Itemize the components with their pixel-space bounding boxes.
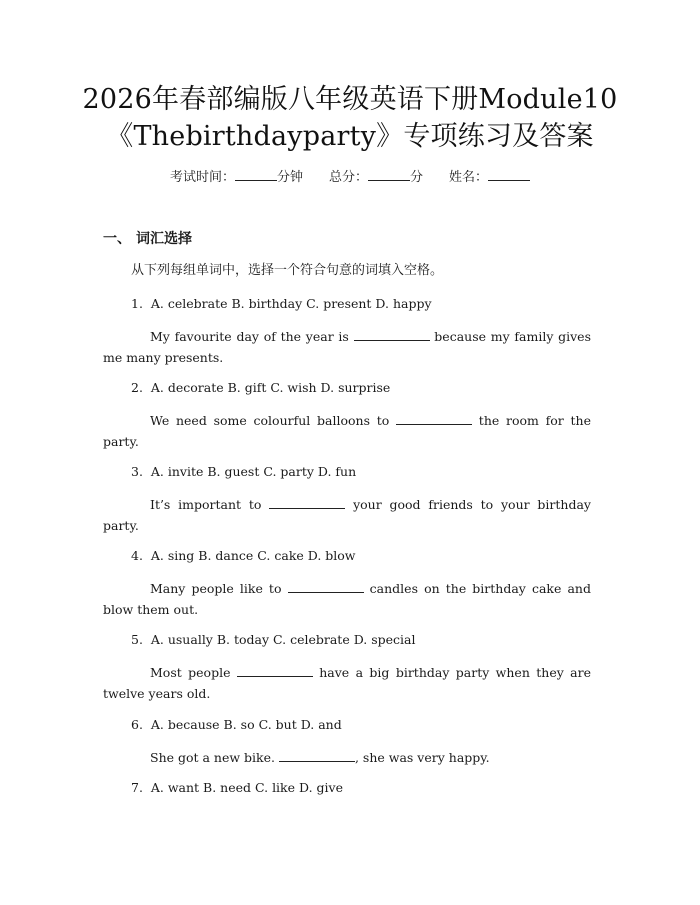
answer-blank[interactable] — [237, 664, 313, 677]
exam-meta-line — [0, 168, 700, 188]
time-label: 考试时间： — [169, 170, 235, 185]
name-label: 姓名： — [449, 170, 489, 185]
answer-blank[interactable] — [396, 412, 472, 425]
time-blank[interactable] — [235, 168, 277, 181]
section-number: 一、 — [103, 231, 131, 247]
name-blank[interactable] — [488, 168, 530, 181]
question-sentence: My favourite day of the year is because my family gives me many presents. — [103, 329, 591, 365]
answer-blank[interactable] — [269, 496, 345, 509]
question-sentence: We need some colourful balloons to the room for the party. — [103, 413, 592, 449]
answer-blank[interactable] — [288, 580, 364, 593]
time-unit: 分钟 — [276, 170, 303, 185]
question-sentence: She got a new bike. , she was very happy. — [150, 750, 490, 765]
score-label: 总分： — [328, 170, 368, 185]
score-blank[interactable] — [368, 168, 410, 181]
question-sentence: Many people like to candles on the birthday cake and blow them out. — [103, 581, 591, 617]
question-options: 1. A. celebrate B. birthday C. present D. happy — [131, 296, 432, 311]
question-sentence: Most people have a big birthday party when they are twelve years old. — [103, 665, 591, 701]
question-options: 2. A. decorate B. gift C. wish D. surprise — [131, 380, 391, 395]
question-sentence: It’s important to your good friends to your birthday party. — [103, 497, 591, 533]
score-unit: 分 — [410, 170, 424, 185]
question-options: 4. A. sing B. dance C. cake D. blow — [131, 548, 356, 563]
document-title-line2: 《Thebirthdayparty》专项练习及答案 — [106, 121, 594, 152]
section-heading — [103, 229, 192, 249]
question-options: 6. A. because B. so C. but D. and — [131, 717, 342, 732]
question-options: 3. A. invite B. guest C. party D. fun — [131, 464, 357, 479]
answer-blank[interactable] — [279, 749, 355, 762]
question-options: 7. A. want B. need C. like D. give — [131, 780, 343, 795]
document-title-line1: 2026年春部编版八年级英语下册Module10 — [82, 84, 618, 115]
answer-blank[interactable] — [354, 328, 430, 341]
section-instruction: 从下列每组单词中，选择一个符合句意的词填入空格。 — [131, 263, 444, 278]
section-title: 词汇选择 — [136, 231, 192, 247]
question-options: 5. A. usually B. today C. celebrate D. special — [131, 632, 416, 647]
